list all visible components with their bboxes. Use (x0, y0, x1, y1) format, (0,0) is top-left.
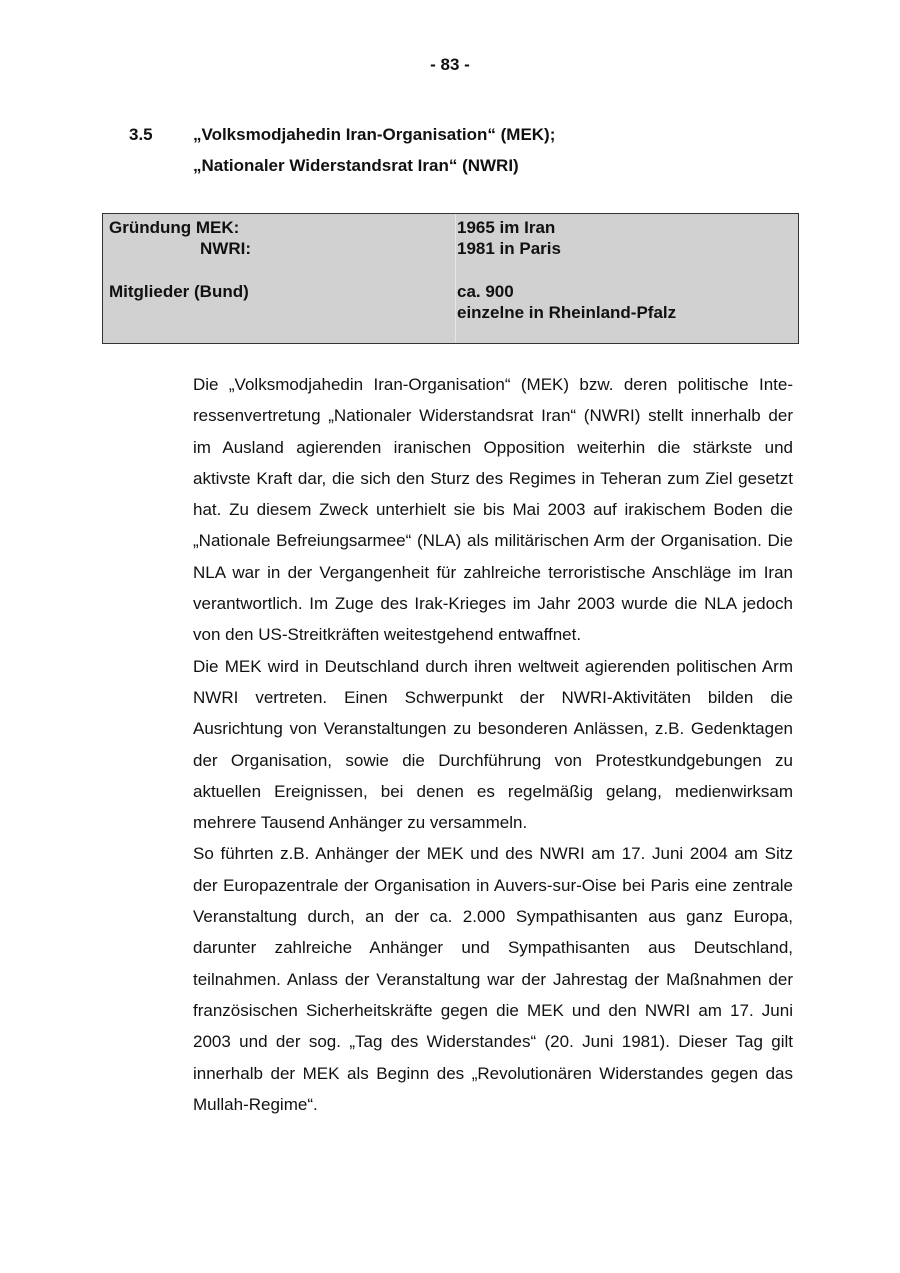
members-label: Mitglieder (Bund) (109, 282, 249, 301)
members-value: ca. 900 (457, 282, 514, 301)
body-text (193, 369, 793, 1120)
paragraph-3: So führten z.B. Anhänger der MEK und des NWRI am 17. Juni 2004 am Sitz der Europazentrale der Organisation in Auvers-sur-Oise bei Paris eine zentrale Veranstaltung durch, an der ca. 2.000 Sympathisanten aus ganz Europa, darunter zahlreiche Anhänger und Sympathisanten aus Deutschland, teilnahmen. Anlass der Veranstaltung war der Jahrestag der Maßnahmen der französischen Sicherheitskräfte gegen die MEK und den NWRI am 17. Juni 2003 und der sog. „Tag des Widerstandes“ (20. Juni 1981). Dieser Tag gilt innerhalb der MEK als Beginn des „Revolutionären Widerstandes gegen das Mullah-Regime“. (193, 844, 793, 1114)
section-title-line-2: „Nationaler Widerstandsrat Iran“ (NWRI) (193, 156, 519, 175)
section-title (193, 119, 555, 181)
founding-mek-value: 1965 im Iran (457, 218, 556, 237)
section-title-line-1: „Volksmodjahedin Iran-Organisation“ (MEK); (193, 125, 556, 144)
paragraph-1: Die „Volksmodjahedin Iran-Organisation“ (MEK) bzw. deren politische Interessenvertretung „Nationaler Widerstandsrat Iran“ (NWRI) stellt innerhalb der im Ausland agierenden iranischen Opposition weiterhin die stärkste und aktivste Kraft dar, die sich den Sturz des Regimes in Teheran zum Ziel gesetzt hat. Zu diesem Zweck unterhielt sie bis Mai 2003 auf irakischem Boden die „Nationale Befreiungsarmee“ (NLA) als militärischen Arm der Organisation. Die NLA war in der Vergangenheit für zahlreiche terroristische Anschläge im Iran verantwortlich. Im Zuge des Irak-Krieges im Jahr 2003 wurde die NLA jedoch von den US-Streitkräften weitestgehend entwaffnet. (193, 375, 793, 645)
info-box (102, 213, 799, 344)
founding-label: Gründung MEK: (109, 218, 240, 237)
section-number: 3.5 (129, 125, 153, 144)
founding-nwri-label: NWRI: (200, 239, 251, 258)
paragraph-2: Die MEK wird in Deutschland durch ihren weltweit agierenden politischen Arm NWRI vertreten. Einen Schwerpunkt der NWRI-Aktivitäten bilden die Ausrichtung von Veranstaltungen zu besonderen Anlässen, z.B. Gedenktagen der Organisation, sowie die Durchführung von Protestkundgebungen zu aktuellen Ereignissen, bei denen es regelmäßig gelang, medienwirksam mehrere Tausend Anhänger zu versammeln. (193, 656, 793, 833)
members-state-value: einzelne in Rheinland-Pfalz (457, 303, 677, 322)
info-box-divider (455, 214, 456, 343)
founding-nwri-value: 1981 in Paris (457, 239, 561, 258)
page-number: - 83 - (430, 55, 470, 74)
